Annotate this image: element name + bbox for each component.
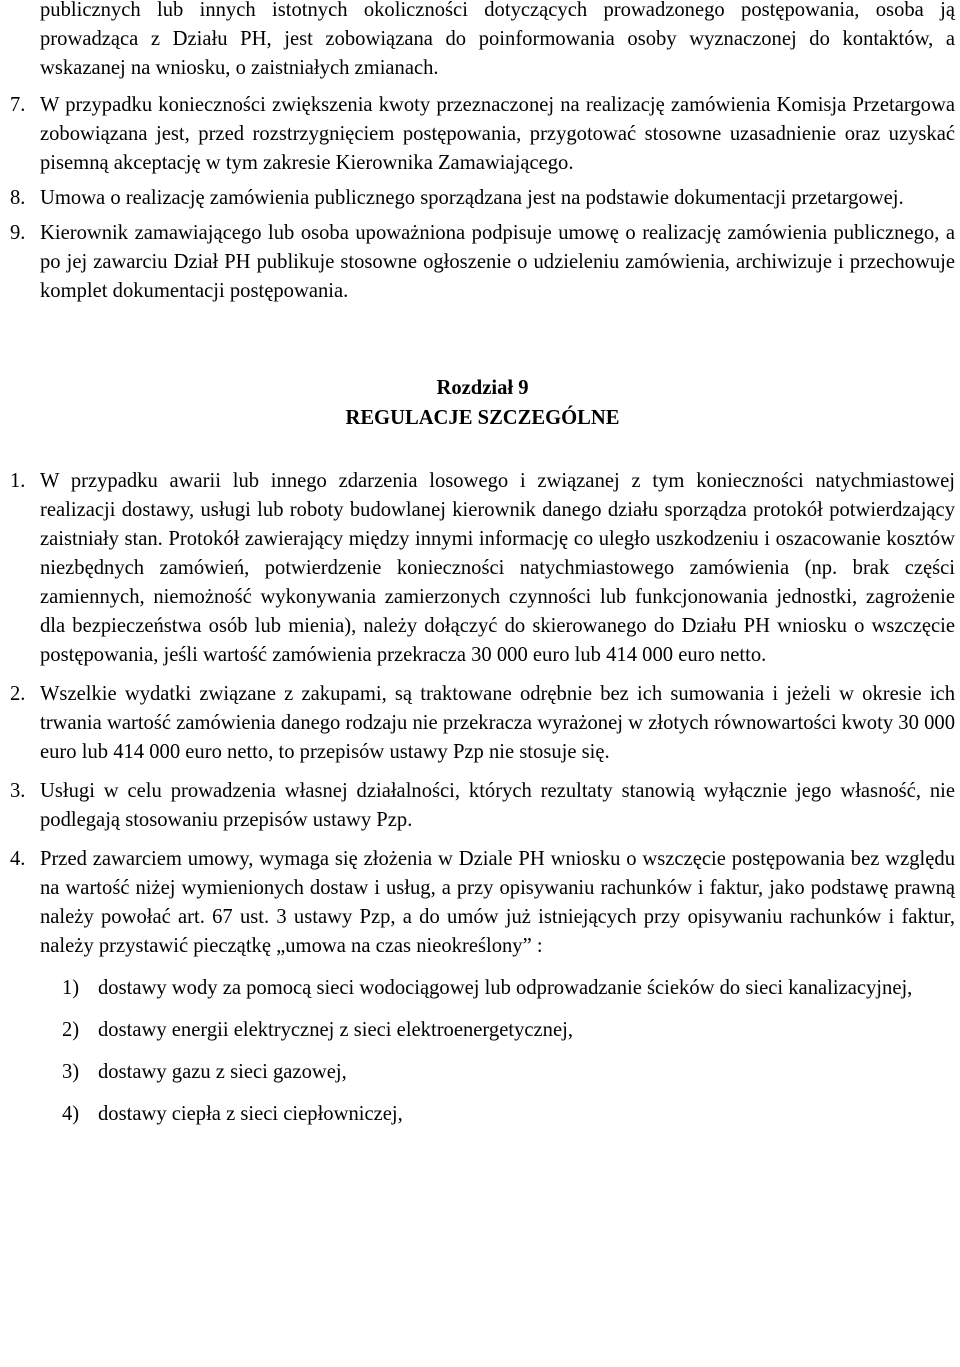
subitem-3 [62,1058,955,1087]
subitem-number: 2) [62,1019,80,1041]
item-number: 2. [10,683,26,705]
item-number: 7. [10,94,26,116]
subitem-2 [62,1016,955,1045]
subitem-text: dostawy wody za pomocą sieci wodociągowej lub odprowadzanie ścieków do sieci kanalizacyjnej, [98,977,913,999]
item-number: 4. [10,848,26,870]
chapter-item-2 [10,680,955,767]
item-number: 9. [10,222,26,244]
chapter-item-3 [10,777,955,835]
subitem-number: 4) [62,1103,80,1125]
subitem-text: dostawy gazu z sieci gazowej, [98,1061,347,1083]
chapter-subtitle: REGULACJE SZCZEGÓLNE [345,407,620,429]
subitem-number: 1) [62,977,80,999]
item-number: 1. [10,470,26,492]
chapter-title: Rozdział 9 [436,377,529,399]
list-item-8 [10,184,955,213]
item-text: Usługi w celu prowadzenia własnej działalności, których rezultaty stanowią wyłącznie jego własność, nie podlegają stosowaniu przepisów ustawy Pzp. [40,780,955,831]
list-item-9 [10,219,955,306]
subitem-1 [62,974,955,1003]
item-text: Wszelkie wydatki związane z zakupami, są traktowane odrębnie bez ich sumowania i jeżeli w okresie ich trwania wartość zamówienia danego rodzaju nie przekracza wyrażonej w złotych równowartości kwoty 30 000 euro lub 414 000 euro netto, to przepisów ustawy Pzp nie stosuje się. [40,683,955,763]
item-text: Kierownik zamawiającego lub osoba upoważniona podpisuje umowę o realizację zamówienia publicznego, a po jej zawarciu Dział PH publikuje stosowne ogłoszenie o udzieleniu zamówienia, archiwizuje i przechowuje komplet dokumentacji postępowania. [40,222,955,302]
chapter-item-4 [10,845,955,961]
item-text: Umowa o realizację zamówienia publicznego sporządzana jest na podstawie dokumentacji przetargowej. [40,187,904,209]
subitem-4 [62,1100,955,1129]
item-text: W przypadku konieczności zwiększenia kwoty przeznaczonej na realizację zamówienia Komisja Przetargowa zobowiązana jest, przed rozstrzygnięciem postępowania, przygotować stosowne uzasadnienie oraz uzyskać pisemną akceptację w tym zakresie Kierownika Zamawiającego. [40,94,955,174]
intro-paragraph: publicznych lub innych istotnych okoliczności dotyczących prowadzonego postępowania, osoba ją prowadząca z Działu PH, jest zobowiązana do poinformowania osoby wyznaczonej do kontaktów, a wskazanej na wniosku, o zaistniałych zmianach. [40,0,955,79]
item-number: 3. [10,780,26,802]
subitem-text: dostawy ciepła z sieci ciepłowniczej, [98,1103,403,1125]
chapter-item-1 [10,467,955,670]
subitem-text: dostawy energii elektrycznej z sieci elektroenergetycznej, [98,1019,573,1041]
list-item-7 [10,91,955,178]
subitem-number: 3) [62,1061,80,1083]
item-number: 8. [10,187,26,209]
item-text: Przed zawarciem umowy, wymaga się złożenia w Dziale PH wniosku o wszczęcie postępowania bez względu na wartość niżej wymienionych dostaw i usług, a przy opisywaniu rachunków i faktur, jako podstawę prawną należy powołać art. 67 ust. 3 ustawy Pzp, a do umów już istniejących przy opisywaniu rachunków i faktur, należy przystawić pieczątkę „umowa na czas nieokreślony” : [40,848,955,957]
item-text: W przypadku awarii lub innego zdarzenia losowego i związanej z tym konieczności natychmiastowej realizacji dostawy, usługi lub roboty budowlanej kierownik danego działu sporządza protokół potwierdzający zaistniały stan. Protokół zawierający między innymi informację co uległo uszkodzeniu i oszacowanie kosztów niezbędnych zamówień, potwierdzenie konieczności natychmiastowego zamówienia (np. brak części zamiennych, niemożność wykonywania zamierzonych czynności lub funkcjonowania jednostki, zagrożenie dla bezpieczeństwa osób lub mienia), należy dołączyć do skierowanego do Działu PH wniosku o wszczęcie postępowania, jeśli wartość zamówienia przekracza 30 000 euro lub 414 000 euro netto. [40,470,955,666]
